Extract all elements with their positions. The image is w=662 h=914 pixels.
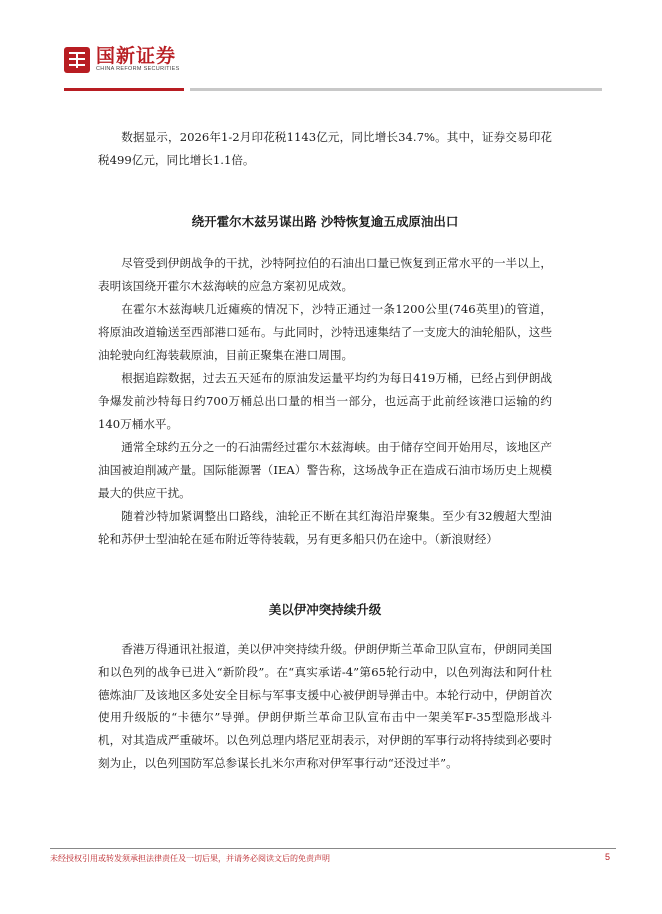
- header-rule-red: [64, 88, 184, 91]
- company-logo: [64, 46, 180, 73]
- page-number: 5: [604, 852, 610, 862]
- section1-paragraph-2: 在霍尔木兹海峡几近瘫痪的情况下，沙特正通过一条1200公里(746英里)的管道，将原油改道输送至西部港口延布。与此同时，沙特迅速集结了一支庞大的油轮船队，这些油轮驶向红海装载原油，目前正聚集在港口周围。: [98, 302, 552, 362]
- logo-english-name: CHINA REFORM SECURITIES: [96, 66, 180, 72]
- section1-paragraph-4: 通常全球约五分之一的石油需经过霍尔木兹海峡。由于储存空间开始用尽，该地区产油国被迫削减产量。国际能源署（IEA）警告称，这场战争正在造成石油市场历史上规模最大的供应干扰。: [98, 440, 552, 500]
- logo-mark-icon: [64, 47, 90, 73]
- section1-title: 绕开霍尔木兹另谋出路 沙特恢复逾五成原油出口: [191, 214, 459, 229]
- section1-paragraph-5: 随着沙特加紧调整出口路线，油轮正不断在其红海沿岸聚集。至少有32艘超大型油轮和苏伊士型油轮在延布附近等待装载，另有更多船只仍在途中。（新浪财经）: [98, 509, 552, 546]
- section1-paragraph-3: 根据追踪数据，过去五天延布的原油发运量平均约为每日419万桶，已经占到伊朗战争爆发前沙特每日约700万桶总出口量的相当一部分，也远高于此前经该港口运输的约140万桶水平。: [98, 371, 552, 431]
- footer-disclaimer: 未经授权引用或转发须承担法律责任及一切后果，并请务必阅读文后的免责声明: [50, 854, 330, 863]
- section2-title: 美以伊冲突持续升级: [268, 602, 382, 617]
- footer-divider: [50, 848, 616, 849]
- intro-paragraph: 数据显示，2026年1-2月印花税1143亿元，同比增长34.7%。其中，证券交易印花税499亿元，同比增长1.1倍。: [98, 130, 552, 167]
- section1-paragraph-1: 尽管受到伊朗战争的干扰，沙特阿拉伯的石油出口量已恢复到正常水平的一半以上，表明该国绕开霍尔木兹海峡的应急方案初见成效。: [98, 256, 552, 293]
- section2-paragraph-1: 香港万得通讯社报道，美以伊冲突持续升级。伊朗伊斯兰革命卫队宣布，伊朗同美国和以色列的战争已进入“新阶段”。在“真实承诺-4”第65轮行动中，以色列海法和阿什杜德炼油厂及该地区多处安全目标与军事支援中心被伊朗导弹击中。本轮行动中，伊朗首次使用升级版的“卡德尔”导弹。伊朗伊斯兰革命卫队宣布击中一架美军F-35型隐形战斗机，对其造成严重破坏。以色列总理内塔尼亚胡表示，对伊朗的军事行动将持续到必要时刻为止，以色列国防军总参谋长扎米尔声称对伊军事行动“还没过半”。: [98, 642, 552, 770]
- logo-chinese-name: 国新证券: [96, 45, 177, 67]
- header-rule-gray: [190, 88, 602, 91]
